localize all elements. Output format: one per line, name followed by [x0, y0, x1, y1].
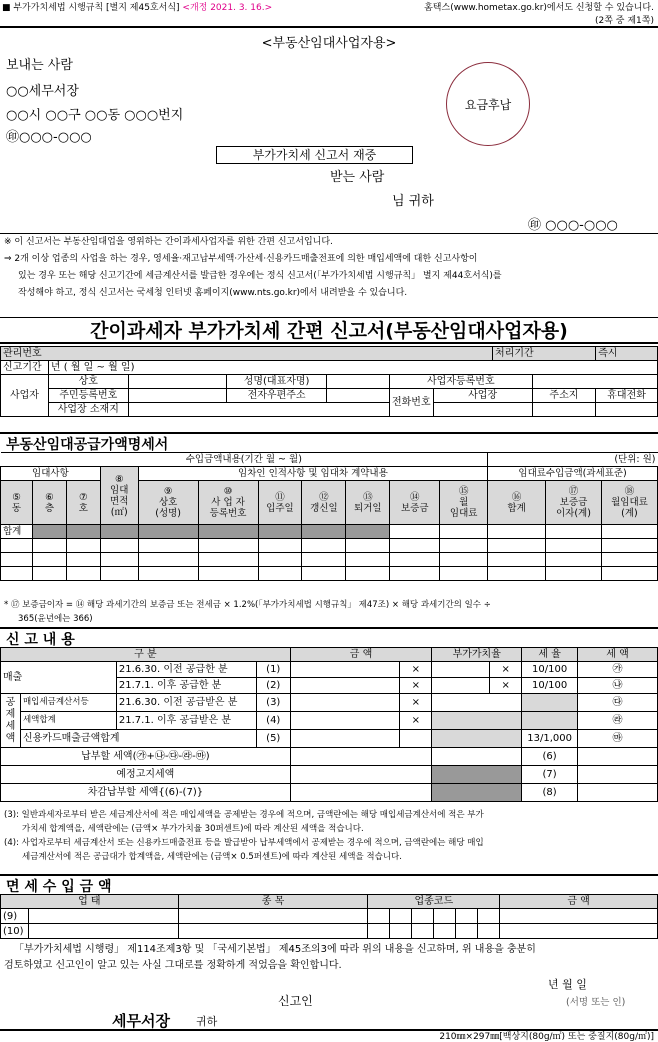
- declaration-date: 년 월 일: [548, 978, 587, 991]
- rrn-field[interactable]: [128, 389, 227, 403]
- invoice-label: 매입세금계산서등: [20, 694, 116, 712]
- col-floor: ⑥ 층: [32, 481, 66, 525]
- page-number: (2쪽 중 제1쪽): [595, 16, 654, 26]
- income-period: 수입금액내용(기간 월 ~ 월): [1, 453, 488, 467]
- notice-line: 있는 경우 또는 해당 신고기간에 세금계산서를 발급한 경우에는 정식 신고서(「부가가치세법 시행규칙」 별지 제44호서식)를: [18, 271, 502, 281]
- sales-after-vat[interactable]: [432, 678, 490, 694]
- col-rent-sum: ⑱ 월임대료 (계): [601, 481, 657, 525]
- reporter-label: 신고인: [278, 994, 313, 1008]
- col-business-type: 업 태: [1, 895, 179, 909]
- col-exempt-amount: 금 액: [500, 895, 658, 909]
- exempt-section-title: 면 세 수 입 금 액: [0, 874, 658, 896]
- rep-field[interactable]: [326, 375, 389, 389]
- col-category: 구 분: [1, 648, 291, 662]
- table-row: (10): [1, 924, 658, 939]
- reg-no-label: 사업자등록번호: [389, 375, 532, 389]
- area-header: ⑧ 임대 면적 (㎡): [100, 467, 138, 525]
- declaration: 「부가가치세법 시행령」 제114조제3항 및 「국세기본법」 제45조의3에 따라 위의 내용을 신고하며, 위 내용을 충분히 검토하였고 신고인이 알고 있는 사실 그대로를 정확하게 적었음을 확인합니다.: [4, 944, 536, 971]
- net-payable-amount[interactable]: [578, 784, 658, 802]
- phone-home-field[interactable]: [532, 403, 596, 417]
- sales-before-amount[interactable]: [290, 662, 400, 678]
- addr-field[interactable]: [128, 403, 389, 417]
- col-tax-rate: 세 율: [522, 648, 578, 662]
- rrn-label: 주민등록번호: [48, 389, 128, 403]
- lease-group-header: 임대사항: [1, 467, 101, 481]
- phone-mobile-field[interactable]: [596, 403, 658, 417]
- card-amount[interactable]: [290, 730, 400, 748]
- envelope-title: <부동산임대사업자용>: [261, 36, 397, 51]
- table-row: [1, 539, 658, 553]
- phone-label: 전화번호: [389, 389, 433, 417]
- form-title: 간이과세자 부가가치세 간편 신고서(부동산임대사업자용): [0, 318, 658, 344]
- addr-label: 사업장 소재지: [48, 403, 128, 417]
- biz-label: 사업자: [1, 375, 49, 417]
- rep-label: 성명(대표자명): [227, 375, 327, 389]
- notice-section: [0, 234, 658, 318]
- col-amount: 금 액: [290, 648, 432, 662]
- total-row-label: 합계: [1, 525, 33, 539]
- report-section-title: 신 고 내 용: [0, 627, 658, 649]
- exempt-table: [0, 894, 658, 939]
- deduction-after-label: 21.7.1. 이후 공급받은 분: [116, 712, 256, 730]
- report-notes: (3): 일반과세자로부터 받은 세금계산서에 적은 매입세액을 공제받는 경우에 적으며, 금액란에는 해당 매입세금계산서에 적은 부가 가치세 합계액을, 세액란에는 (금액× 부가가치율 30퍼센트)에 따라 계산된 세액을 적습니다. (4): 사업자로부터 세금계산서 또는 신용카드매출전표 등을 발급받아 납부세액에서 공제받는 경우에 적으며, 금액란에는 해당 매입 세금계산서에 적은 공급대가 합계액을, 세액란에는 (금액× 0.5퍼센트)에 따라 계산된 세액을 적습니다.: [4, 810, 484, 862]
- deposit-interest-note: * ⑰ 보증금이자 = ⑭ 해당 과세기간의 보증금 또는 전세금 × 1.2%(「부가가치세법 시행규칙」 제47조) × 해당 과세기간의 일수 ÷ 365(윤년에는 366): [4, 600, 491, 624]
- total-rent-sum[interactable]: [601, 525, 657, 539]
- payable-label: 납부할 세액(㉮+㉯-㉰-㉱-㉲): [1, 748, 291, 766]
- col-renewal: ⑫ 갱신일: [302, 481, 346, 525]
- table-row: [1, 567, 658, 581]
- sender-label: 보내는 사람: [6, 58, 73, 73]
- sender-postal: ㊞○○○-○○○: [6, 130, 92, 145]
- deduction-before-amount[interactable]: [290, 694, 400, 712]
- table-row: (9): [1, 909, 658, 924]
- total-sum[interactable]: [488, 525, 546, 539]
- postage-stamp: 요금후납: [446, 62, 530, 146]
- total-rent[interactable]: [440, 525, 488, 539]
- biz-name-field[interactable]: [128, 375, 227, 389]
- tenant-group-header: 임차인 인적사항 및 임대차 계약내용: [138, 467, 487, 481]
- revenue-group-header: 임대료수입금액(과세표준): [488, 467, 658, 481]
- unit-label: (단위: 원): [488, 453, 658, 467]
- report-period-value: 년 ( 월 일 ~ 월 일): [48, 361, 657, 375]
- receiver-label: 받는 사람: [330, 170, 385, 185]
- prepaid-label: 예정고지세액: [1, 766, 291, 784]
- net-payable-label: 차감납부할 세액{(6)-(7)}: [1, 784, 291, 802]
- email-label: 전자우편주소: [227, 389, 327, 403]
- deduction-label: 공 제 세 액: [1, 694, 21, 748]
- hometax-note: 홈택스(www.hometax.go.kr)에서도 신청할 수 있습니다.: [424, 3, 654, 13]
- report-period-label: 신고기간: [1, 361, 49, 375]
- reg-no-field[interactable]: [532, 375, 657, 389]
- sales-before-label: 21.6.30. 이전 공급한 분: [116, 662, 256, 678]
- col-room: ⑦ 호: [66, 481, 100, 525]
- correction-box: 부가가치세 신고서 재중: [216, 146, 413, 164]
- processing-period-value: 즉시: [596, 347, 658, 361]
- col-deposit-interest: ⑰ 보증금 이자(계): [546, 481, 602, 525]
- mgmt-no-label: 관리번호: [1, 347, 493, 361]
- notice-line: 작성해야 하고, 정식 신고서는 국세청 인터넷 홈페이지(www.nts.go.kr)에서 내려받을 수 있습니다.: [18, 288, 408, 298]
- invoice-sum-label: 세액합계: [20, 712, 116, 730]
- col-dong: ⑤ 동: [1, 481, 33, 525]
- deduction-after-amount[interactable]: [290, 712, 400, 730]
- sender-address: ○○시 ○○구 ○○동 ○○○번지: [6, 108, 184, 123]
- sales-after-amount[interactable]: [290, 678, 400, 694]
- email-field[interactable]: [326, 389, 389, 403]
- col-tenant-name: ⑨ 상호 (성명): [138, 481, 198, 525]
- col-vat-ratio: 부가가치율: [432, 648, 522, 662]
- total-deposit[interactable]: [390, 525, 440, 539]
- table-row: [1, 553, 658, 567]
- form-header: [0, 0, 658, 12]
- col-move-out: ⑬ 퇴거일: [346, 481, 390, 525]
- biz-name-label: 상호: [48, 375, 128, 389]
- col-total: ⑯ 합계: [488, 481, 546, 525]
- processing-period-label: 처리기간: [493, 347, 596, 361]
- prepaid-amount[interactable]: [578, 766, 658, 784]
- sender-office: ○○세무서장: [6, 84, 79, 99]
- col-tenant-reg: ⑩ 사 업 자 등록번호: [198, 481, 258, 525]
- revision-label: <개정 2021. 3. 16.>: [182, 3, 273, 13]
- sales-label: 매출: [1, 662, 117, 694]
- deduction-before-label: 21.6.30. 이전 공급받은 분: [116, 694, 256, 712]
- notice-line: ※ 이 신고서는 부동산임대업을 영위하는 간이과세사업자를 위한 간편 신고서입니다.: [4, 237, 333, 247]
- total-interest[interactable]: [546, 525, 602, 539]
- phone-biz-field[interactable]: [433, 403, 532, 417]
- paper-spec: 210㎜×297㎜[백상지(80g/㎡) 또는 중질지(80g/㎡)]: [0, 1029, 658, 1042]
- sales-before-vat[interactable]: [432, 662, 490, 678]
- col-industry-code: 업종코드: [368, 895, 500, 909]
- tax-office-label: 세무서장: [112, 1012, 170, 1030]
- phone-biz-label: 사업장: [433, 389, 532, 403]
- basic-info-table: [0, 346, 658, 417]
- lease-table: [0, 452, 658, 581]
- col-move-in: ⑪ 입주일: [258, 481, 302, 525]
- payable-amount[interactable]: [578, 748, 658, 766]
- lease-section-title: 부동산임대공급가액명세서: [0, 432, 658, 454]
- card-label: 신용카드매출금액합계: [20, 730, 256, 748]
- col-item: 종 목: [178, 895, 368, 909]
- phone-mobile-label: 휴대전화: [596, 389, 658, 403]
- envelope-section: [0, 26, 658, 234]
- notice-line: ⇒ 2개 이상 업종의 사업을 하는 경우, 영세율·재고납부세액·가산세·신용카드매출전표에 의한 매입세액에 대한 신고사항이: [4, 254, 478, 264]
- receiver-postal: ㊞ ○○○-○○○: [528, 218, 618, 233]
- report-table: 구 분 금 액 부가가치율 세 율 세 액 매출 21.6.30. 이전 공급한 분 (1) × × 10/100 ㉮ 21.7.1. 이후 공급한 분 (2) × × 10/100 ㉯ 공 제 세 액 매입세금계산서등 21.6.30. 이전 공급받은 분 (3) × ㉰ 세액합계 21.7.1. 이후 공급받은 분 (4) × ㉱ 신용카드매출금액합계 (5) 13/1,000 ㉲ 납부할 세액(㉮+㉯-㉰-㉱-㉲) (6) 예정고지세액 (7) 차감납부할 세액{(6)-(7)} (8): [0, 647, 658, 802]
- col-monthly-rent: ⑮ 월 임대료: [440, 481, 488, 525]
- col-tax-amount: 세 액: [578, 648, 658, 662]
- regulation-label: ■ 부가가치세법 시행규칙 [별지 제45호서식] <개정 2021. 3. 16.>: [2, 3, 273, 13]
- sales-after-label: 21.7.1. 이후 공급한 분: [116, 678, 256, 694]
- addressee-label: 귀하: [196, 1015, 218, 1028]
- receiver-title: 님 귀하: [392, 194, 434, 209]
- signature-field[interactable]: (서명 또는 인): [566, 997, 626, 1008]
- col-deposit: ⑭ 보증금: [390, 481, 440, 525]
- phone-home-label: 주소지: [532, 389, 596, 403]
